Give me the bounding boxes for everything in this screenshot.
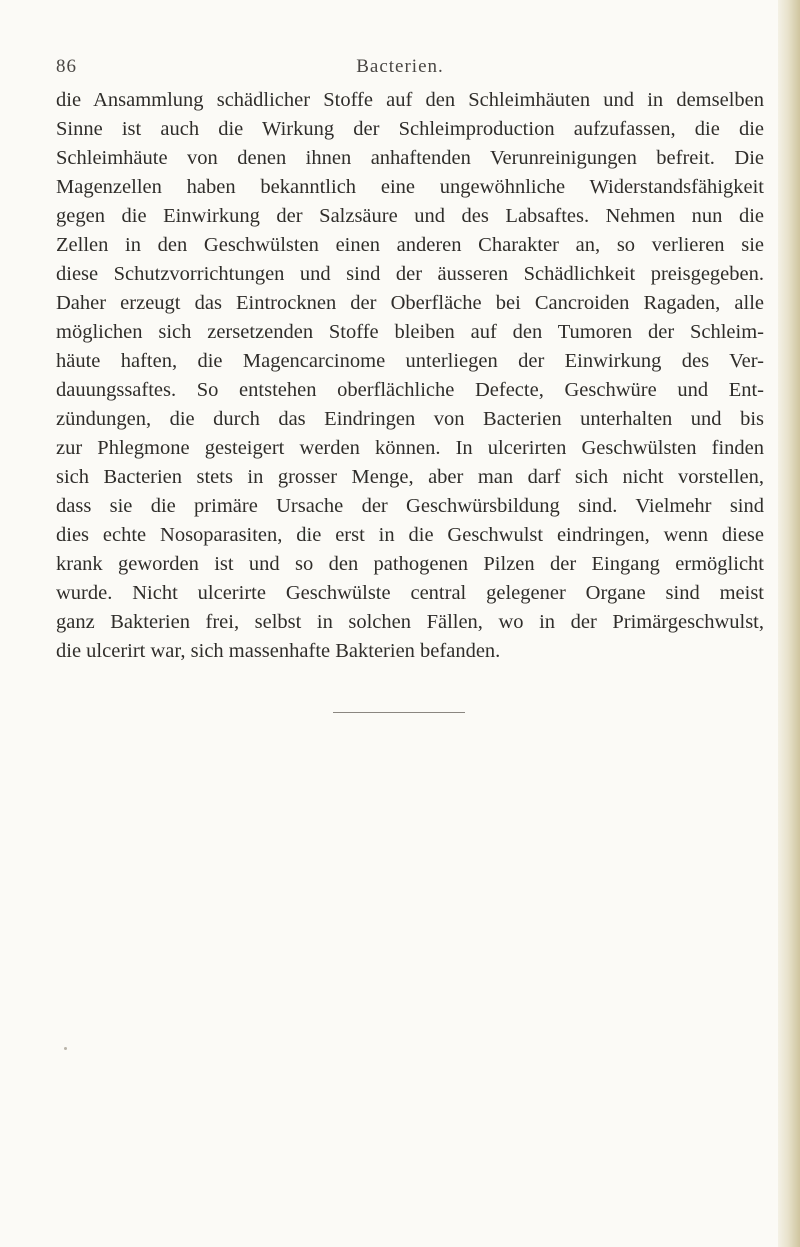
text-line: gegen die Einwirkung der Salzsäure und des Labsaftes. Nehmen nun die (56, 205, 764, 227)
text-line: häute haften, die Magencarcinome unterliegen der Einwirkung des Ver- (56, 350, 764, 372)
text-line: Schleimhäute von denen ihnen anhaftenden Verunreinigungen befreit. Die (56, 147, 764, 169)
text-line: die Ansammlung schädlicher Stoffe auf den Schleimhäuten und in demselben (56, 89, 764, 111)
text-line: zündungen, die durch das Eindringen von Bacterien unterhalten und bis (56, 408, 764, 430)
text-line: sich Bacterien stets in grosser Menge, aber man darf sich nicht vorstellen, (56, 466, 764, 488)
text-line: dauungssaftes. So entstehen oberflächliche Defecte, Geschwüre und Ent- (56, 379, 764, 401)
text-line: Zellen in den Geschwülsten einen anderen Charakter an, so verlieren sie (56, 234, 764, 256)
text-line: dass sie die primäre Ursache der Geschwürsbildung sind. Vielmehr sind (56, 495, 764, 517)
page-number: 86 (56, 56, 77, 77)
section-divider-rule (333, 712, 465, 713)
text-line-last: die ulcerirt war, sich massenhafte Bakterien befanden. (56, 640, 501, 662)
page-edge-shadow (778, 0, 800, 1247)
text-line: Sinne ist auch die Wirkung der Schleimproduction aufzufassen, die die (56, 118, 764, 140)
paper-speck (64, 1047, 67, 1050)
text-line: dies echte Nosoparasiten, die erst in die Geschwulst eindringen, wenn diese (56, 524, 764, 546)
text-line: Daher erzeugt das Eintrocknen der Oberfläche bei Cancroiden Ragaden, alle (56, 292, 764, 314)
text-line: wurde. Nicht ulcerirte Geschwülste central gelegener Organe sind meist (56, 582, 764, 604)
body-paragraph (56, 86, 764, 666)
text-line: krank geworden ist und so den pathogenen Pilzen der Eingang ermöglicht (56, 553, 764, 575)
text-line: möglichen sich zersetzenden Stoffe bleiben auf den Tumoren der Schleim- (56, 321, 764, 343)
running-head: Bacterien. (356, 56, 444, 77)
text-line: zur Phlegmone gesteigert werden können. In ulcerirten Geschwülsten finden (56, 437, 764, 459)
text-line: diese Schutzvorrichtungen und sind der äusseren Schädlichkeit preisgegeben. (56, 263, 764, 285)
text-line: Magenzellen haben bekanntlich eine ungewöhnliche Widerstandsfähigkeit (56, 176, 764, 198)
text-line: ganz Bakterien frei, selbst in solchen Fällen, wo in der Primärgeschwulst, (56, 611, 764, 633)
